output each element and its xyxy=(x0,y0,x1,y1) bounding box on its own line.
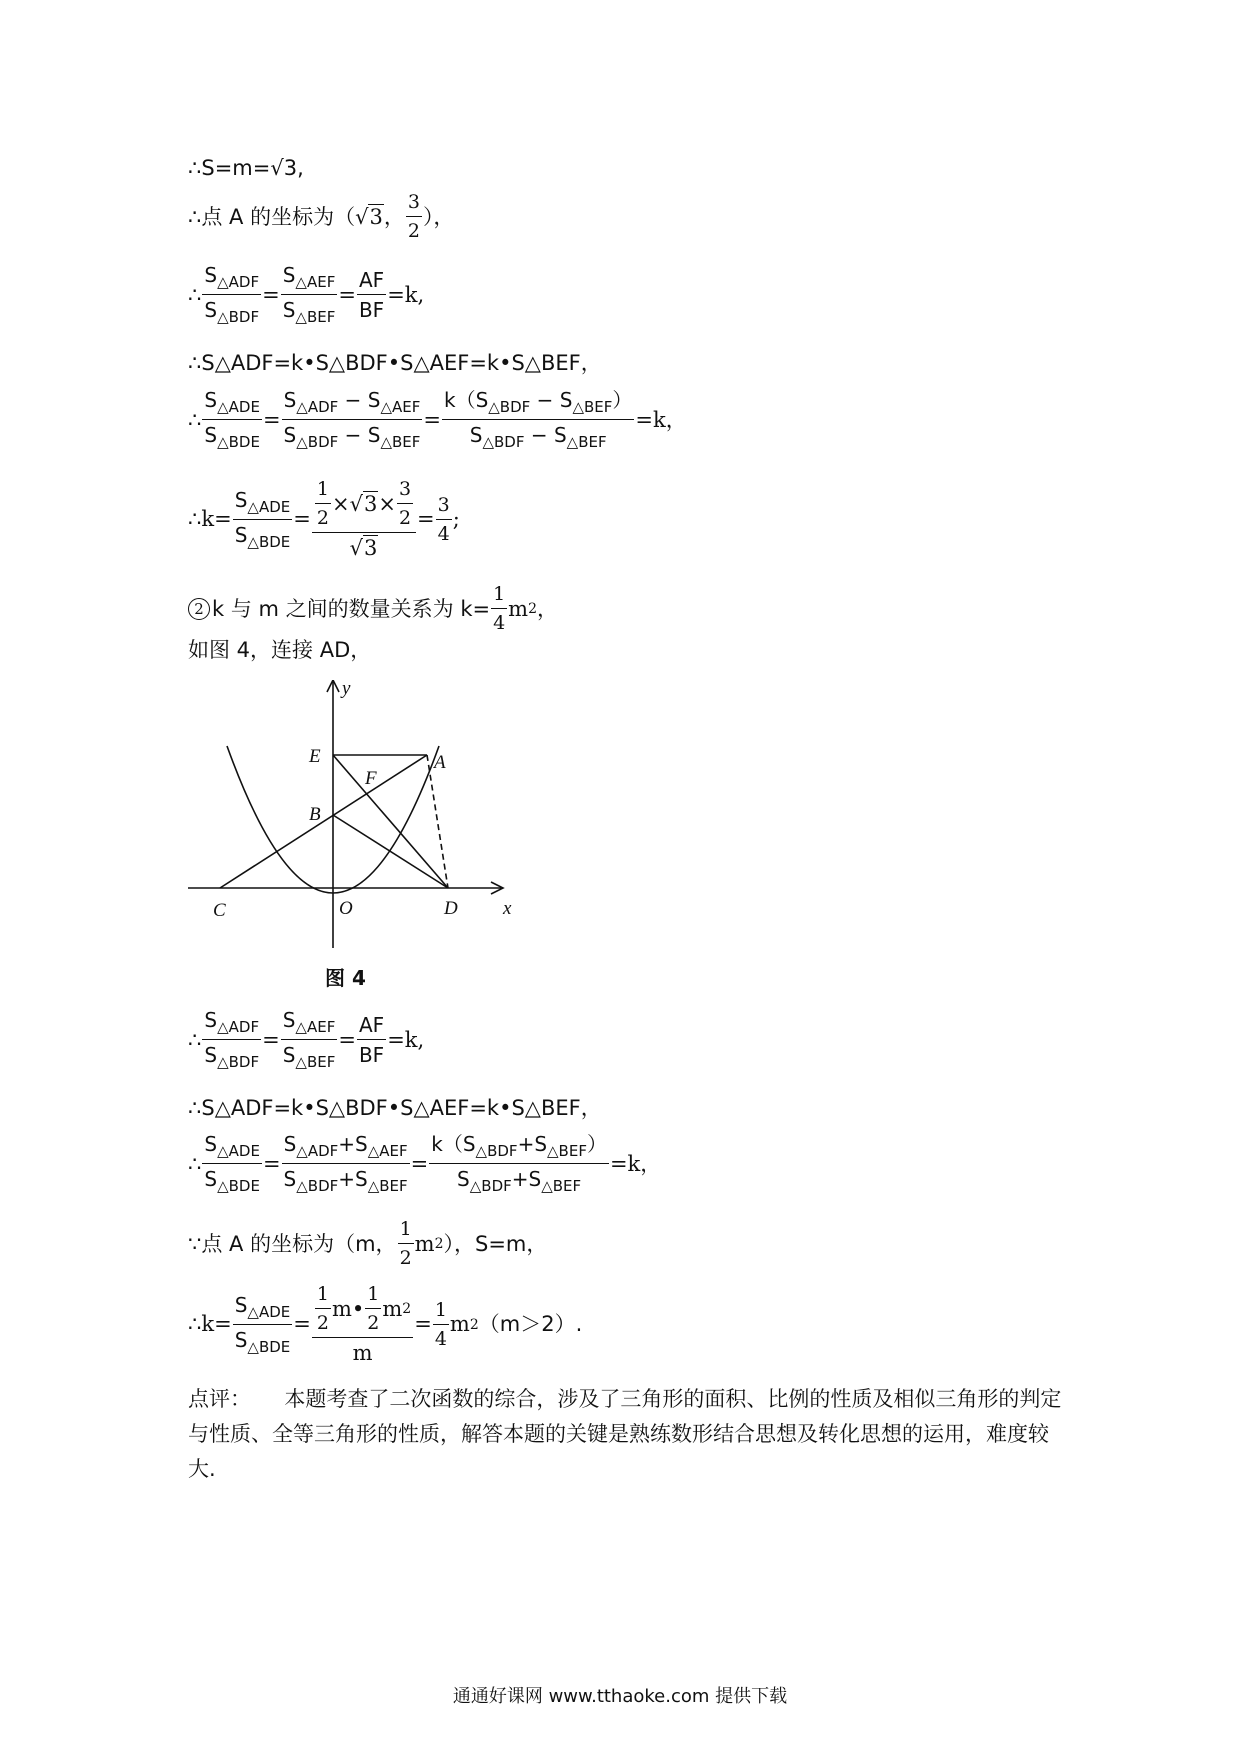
because-symbol: ∵ xyxy=(188,1231,202,1256)
line-ratio-af-bf-1: ∴ $\frac{S_{\triangle ADF}}{S_{\triangle BDF}}$ = $\frac{S_{\triangle AEF}}{S_{\triangle BEF}}$ = $\frac{AF}{BF}$ =k, xyxy=(188,263,425,326)
footer-watermark: 通通好课网 www.tthaoke.com 提供下载 xyxy=(452,1686,788,1707)
label-c: C xyxy=(213,900,226,921)
label-a: A xyxy=(434,752,446,773)
text-k-m-relation: k 与 m 之间的数量关系为 k= xyxy=(212,596,491,621)
equals-k: =k， xyxy=(635,407,687,432)
line-c-a xyxy=(220,755,427,888)
sqrt3: √3 xyxy=(355,204,383,229)
therefore-symbol: ∴ xyxy=(188,1312,202,1336)
label-o: O xyxy=(339,898,353,919)
label-x: x xyxy=(503,898,512,919)
equals-k: =k， xyxy=(609,1151,662,1176)
therefore-symbol: ∴ xyxy=(188,282,202,307)
line-ratio-af-bf-2: ∴ $\frac{S_{\triangle ADF}}{S_{\triangle BDF}}$ = $\frac{S_{\triangle AEF}}{S_{\triangle BEF}}$ = $\frac{AF}{BF}$ =k, xyxy=(188,1008,425,1071)
equals-k: =k, xyxy=(387,1027,425,1052)
line-k-m-relation: 2 k 与 m 之间的数量关系为 k= $\frac{1}{4}$ m 2 ， xyxy=(188,585,558,633)
comment-text: 本题考查了二次函数的综合，涉及了三角形的面积、比例的性质及相似三角形的判定与性质、全等三角形的性质，解答本题的关键是熟练数形结合思想及转化思想的运用，难度较大. xyxy=(188,1387,1062,1481)
label-f: F xyxy=(365,768,377,789)
figure-caption: 图 4 xyxy=(325,966,366,990)
line-point-a-m: ∵ 点 A 的坐标为（m， $\frac{1}{2}$ m 2 ），S=m， xyxy=(188,1218,548,1269)
label-d: D xyxy=(444,898,458,919)
label-y: y xyxy=(342,680,351,699)
text-point-a-prefix: ∴点 A 的坐标为（ xyxy=(188,204,356,229)
therefore-symbol: ∴ xyxy=(188,1151,202,1176)
label-e: E xyxy=(309,746,321,767)
label-b: B xyxy=(309,804,321,825)
text-area-relations: ∴S△ADF=k•S△BDF•S△AEF=k•S△BEF， xyxy=(188,1096,602,1120)
line-k-value: ∴ k= $\frac{S_{\triangle ADE}}{S_{\triangle BDE}}$ = $\frac{1}{2}$ × √3 × $\frac{3}{2}$ √3 = $\frac{3}{4}$ ; xyxy=(188,478,460,560)
fraction-3-2: $\frac{3}{2}$ xyxy=(407,191,420,242)
text-point-a-m-suffix: ），S=m， xyxy=(443,1231,548,1256)
line-ratio-ade-bde-1: ∴ $\frac{S_{\triangle ADE}}{S_{\triangle BDE}}$ = $\frac{S_{\triangle ADF} - S_{\triangle AEF}}{S_{\triangle BDF} - S_{\triangle BEF}}$ = $\frac{k(S_{\triangle BDF} - S_{\triangle BEF})}{S_{\triangle BDF} - S_{\triangle BEF}}$ =k， xyxy=(188,388,687,451)
text-area-relations: ∴S△ADF=k•S△BDF•S△AEF=k•S△BEF， xyxy=(188,351,602,375)
segment-b-d xyxy=(333,815,448,888)
line-point-a-coords: ∴点 A 的坐标为（ √3 ， $\frac{3}{2}$ ）， xyxy=(188,191,455,242)
therefore-symbol: ∴ xyxy=(188,507,202,531)
therefore-symbol: ∴ xyxy=(188,407,202,432)
text-figure4-intro: 如图 4，连接 AD， xyxy=(188,638,372,662)
figure-4-graph xyxy=(185,680,525,950)
text-point-a-m-prefix: 点 A 的坐标为（m， xyxy=(201,1231,397,1256)
text-point-a-suffix: ）， xyxy=(422,204,455,229)
line-area-relations-1 xyxy=(188,353,602,374)
line-s-equals-m xyxy=(188,158,304,179)
semicolon: ; xyxy=(452,507,460,531)
line-figure4-intro xyxy=(188,640,371,661)
line-area-relations-2 xyxy=(188,1098,602,1119)
comment-paragraph xyxy=(188,1382,1068,1487)
equals-k: =k, xyxy=(387,282,425,307)
comment-label: 点评： xyxy=(188,1387,251,1411)
line-ratio-ade-bde-2: ∴ $\frac{S_{\triangle ADE}}{S_{\triangle BDE}}$ = $\frac{S_{\triangle ADF}+S_{\triangle AEF}}{S_{\triangle BDF}+S_{\triangle BEF}}$ = $\frac{k(S_{\triangle BDF}+S_{\triangle BEF})}{S_{\triangle BDF}+S_{\triangle BEF}}$ =k， xyxy=(188,1132,662,1195)
text-s-m-sqrt3: ∴S=m=√3, xyxy=(188,156,304,180)
line-k-final: ∴ k= $\frac{S_{\triangle ADE}}{S_{\triangle BDE}}$ = $\frac{1}{2}$ m• $\frac{1}{2}$ m 2 m = $\frac{1}{4}$ m 2 （m＞2）. xyxy=(188,1283,583,1365)
text-m-condition: （m＞2）. xyxy=(478,1312,583,1336)
therefore-symbol: ∴ xyxy=(188,1027,202,1052)
circled-number: 2 xyxy=(188,598,210,620)
